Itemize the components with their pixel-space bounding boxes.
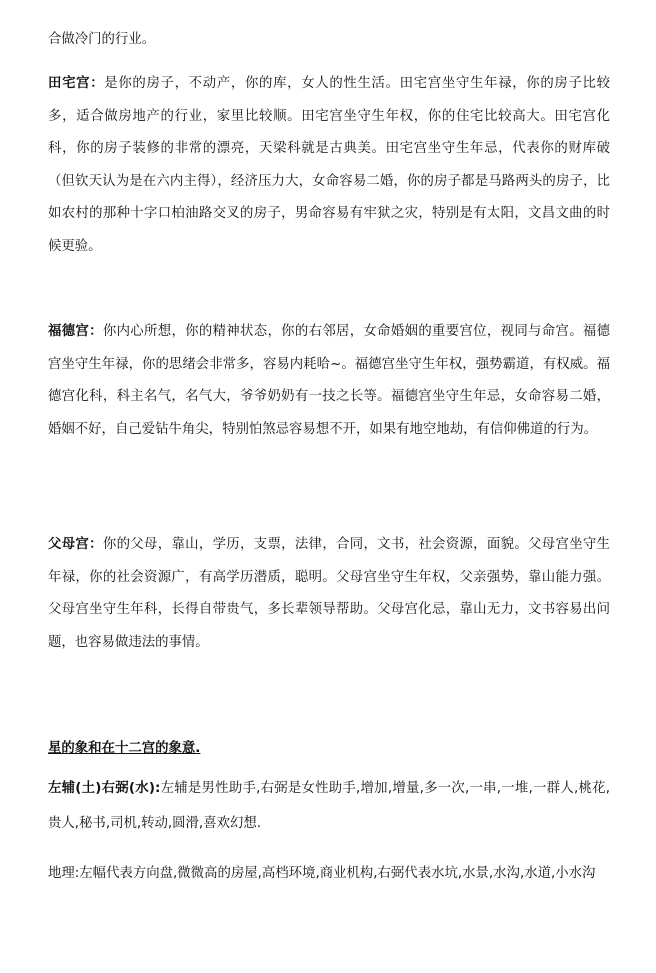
fumu-text: 你的父母，靠山，学历，支票，法律，合同，文书，社会资源，面貌。父母宫坐守生年禄，你的社会资源广，有高学历潜质，聪明。父母宫坐守生年权，父亲强势，靠山能力强。父母宫坐守生年科，长得自带贵气，多长辈领导帮助。父母宫化忌，靠山无力，文书容易出问题，也容易做违法的事情。 — [48, 537, 611, 650]
fude-paragraph — [48, 316, 610, 446]
fude-term: 福德宫： — [48, 324, 103, 339]
zuofu-term: 左辅(土)右弼(水): — [48, 781, 161, 796]
intro-paragraph: 合做冷门的行业。 — [48, 32, 156, 47]
tianzhai-paragraph — [48, 68, 610, 264]
fumu-paragraph — [48, 529, 610, 659]
zuofu-text: 左辅是男性助手,右弼是女性助手,增加,增量,多一次,一串,一堆,一群人,桃花,贵人,秘书,司机,转动,圆滑,喜欢幻想. — [48, 781, 610, 831]
stars-section-heading: 星的象和在十二宫的象意. — [48, 741, 201, 756]
fude-text: 你内心所想，你的精神状态，你的右邻居，女命婚姻的重要宫位，视同与命宫。福德宫坐守生年禄，你的思绪会非常多，容易内耗哈~。福德宫坐守生年权，强势霸道，有权威。福德宫化科，科主名气，名气大，爷爷奶奶有一技之长等。福德宫坐守生年忌，女命容易二婚，婚姻不好，自己爱钻牛角尖，特别怕煞忌容易想不开，如果有地空地劫，有信仰佛道的行为。 — [48, 324, 611, 437]
fumu-term: 父母宫： — [48, 537, 103, 552]
zuofu-paragraph — [48, 771, 610, 841]
tianzhai-text: 是你的房子，不动产，你的库，女人的性生活。田宅宫坐守生年禄，你的房子比较多，适合做房地产的行业，家里比较顺。田宅宫坐守生年权，你的住宅比较高大。田宅宫化科，你的房子装修的非常的漂亮，天梁科就是古典美。田宅宫坐守生年忌，代表你的财库破（但钦天认为是在六内主得），经济压力大，女命容易二婚，你的房子都是马路两头的房子，比如农村的那种十字口柏油路交叉的房子，男命容易有牢狱之灾，特别是有太阳，文昌文曲的时候更验。 — [48, 76, 611, 254]
dili-paragraph: 地理:左幅代表方向盘,微微高的房屋,高档环境,商业机构,右弼代表水坑,水景,水沟,水道,小水沟 — [48, 866, 596, 881]
tianzhai-term: 田宅宫： — [48, 76, 105, 91]
